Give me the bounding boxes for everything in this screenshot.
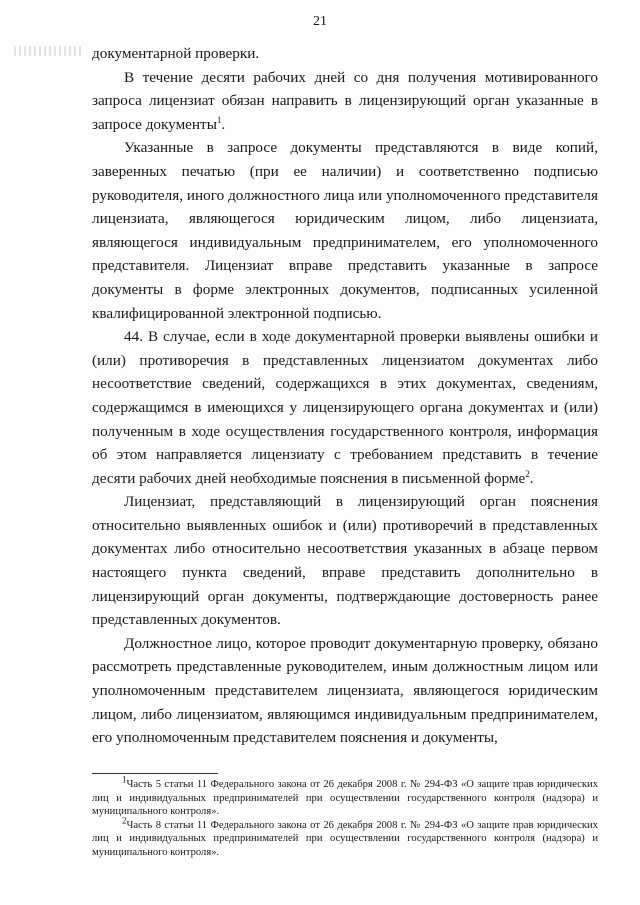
footnote-1	[92, 774, 598, 819]
footnote-ref-1[interactable]: 1	[216, 114, 222, 125]
paragraph-end: .	[529, 469, 534, 487]
footnote-text-1: Часть 5 статьи 11 Федерального закона от 26 декабря 2008 г. № 294-ФЗ «О защите прав юридических лиц и индивидуальных предпринимателей при осуществлении государственного контроля (надзора) и муниципального контроля».	[92, 779, 598, 818]
paragraph-44	[92, 325, 598, 490]
scan-artifact	[14, 46, 84, 56]
footnote-2	[92, 815, 598, 860]
footnote-marker-2: 2	[122, 815, 127, 826]
document-body	[92, 42, 598, 750]
footnote-divider	[92, 773, 218, 774]
paragraph-continuation: документарной проверки.	[92, 45, 260, 62]
footnote-marker-1: 1	[122, 774, 127, 785]
paragraph-text: 44. В случае, если в ходе документарной проверки выявлены ошибки и (или) противоречия в представленных лицензиатом документах либо несоответствие сведений, содержащихся в этих документах, сведениям, содержащимся в имеющихся у лицензирующего органа документах и (или) полученным в ходе осуществления государственного контроля, информация об этом направляется лицензиату с требованием представить в течение десяти рабочих дней необходимые пояснения в письменной форме	[92, 328, 598, 487]
paragraph-explanations: Лицензиат, представляющий в лицензирующий орган пояснения относительно выявленных ошибок и (или) противоречий в представленных документах либо относительно несоответствия указанных в абзаце первом настоящего пункта сведений, вправе представить дополнительно в лицензирующий орган документы, подтверждающие достоверность ранее представленных документов.	[92, 493, 598, 629]
footnotes	[92, 774, 598, 860]
paragraph-end: .	[221, 115, 226, 133]
page-number: 21	[313, 14, 327, 29]
footnote-ref-2[interactable]: 2	[525, 468, 530, 479]
paragraph-official: Должностное лицо, которое проводит документарную проверку, обязано рассмотреть представленные руководителем, иным должностным лицом или уполномоченным представителем лицензиата, являющегося юридическим лицом, либо лицензиатом, являющимся индивидуальным предпринимателем, его уполномоченным представителем пояснения и документы,	[92, 634, 598, 747]
paragraph-text: В течение десяти рабочих дней со дня получения мотивированного запроса лицензиат обязан направить в лицензирующий орган указанные в запросе документы	[92, 68, 598, 133]
paragraph-deadline	[92, 66, 598, 137]
footnote-text-2: Часть 8 статьи 11 Федерального закона от 26 декабря 2008 г. № 294-ФЗ «О защите прав юридических лиц и индивидуальных предпринимателей при осуществлении государственного контроля (надзора) и муниципального контроля».	[92, 819, 598, 858]
paragraph-copies: Указанные в запросе документы представляются в виде копий, заверенных печатью (при ее наличии) и соответственно подписью руководителя, иного должностного лица или уполномоченного представителя лицензиата, являющегося юридическим лицом, либо лицензиата, являющегося индивидуальным предпринимателем, его уполномоченного представителя. Лицензиат вправе представить указанные в запросе документы в форме электронных документов, подписанных усиленной квалифицированной электронной подписью.	[92, 139, 598, 322]
